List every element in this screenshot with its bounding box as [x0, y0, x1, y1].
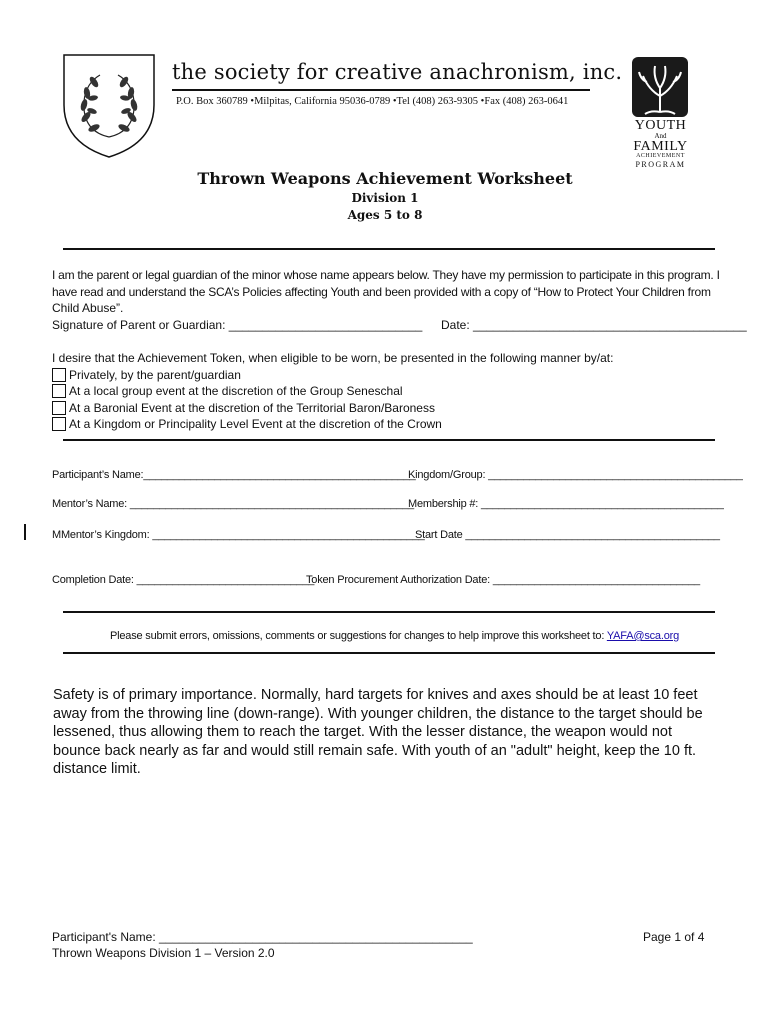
token-option[interactable] — [52, 367, 732, 384]
tree-logo-icon — [631, 56, 689, 118]
ages-label: Ages 5 to 8 — [347, 208, 423, 222]
token-intro: I desire that the Achievement Token, when eligible to be worn, be presented in the following manner by/at: — [52, 351, 614, 365]
consent-paragraph — [52, 267, 747, 333]
completion-date-field[interactable]: Completion Date: ______________________________ — [52, 574, 315, 586]
divider — [63, 611, 715, 613]
yafa-family: FAMILY — [633, 139, 688, 154]
participant-name-field[interactable]: Participant’s Name:______________________________________________ — [52, 469, 416, 481]
safety-paragraph: Safety is of primary importance. Normally, hard targets for knives and axes should be at least 10 feet away from the throwing line (down-range). With younger children, the distance to the target should be lessened, thus allowing them to reach the target. With the lesser distance, the weapon would not bounce back nearly as far and would still remain safe. With youth of an "adult" height, keep the 10 ft. distance limit. — [53, 687, 703, 777]
token-section — [52, 350, 732, 433]
checkbox[interactable] — [52, 368, 66, 382]
division-label: Division 1 — [351, 191, 419, 205]
token-option-label: At a local group event at the discretion of the Group Seneschal — [69, 384, 403, 398]
token-option-label: Privately, by the parent/guardian — [69, 367, 241, 382]
page-title: Thrown Weapons Achievement Worksheet — [197, 169, 573, 188]
submit-note — [110, 630, 679, 642]
submit-text: Please submit errors, omissions, comments or suggestions for changes to help improve this worksheet to: — [110, 630, 607, 642]
checkbox[interactable] — [52, 401, 66, 415]
checkbox[interactable] — [52, 384, 66, 398]
date-field[interactable]: Date: _________________________________________ — [441, 317, 747, 332]
footer-participant-name[interactable]: Participant's Name: _______________________________________________ — [52, 930, 473, 944]
mentor-kingdom-field[interactable]: MMentor’s Kingdom: ______________________________________________ — [52, 529, 425, 541]
divider — [63, 439, 715, 441]
token-option-label: At a Kingdom or Principality Level Event at the discretion of the Crown — [69, 417, 442, 431]
email-link[interactable]: YAFA@sca.org — [606, 630, 679, 642]
organization-name: the society for creative anachronism, inc. — [172, 60, 623, 84]
divider — [63, 652, 715, 654]
kingdom-group-field[interactable]: Kingdom/Group: ___________________________________________ — [408, 469, 743, 481]
text-cursor — [24, 524, 26, 540]
header-rule — [172, 89, 590, 91]
token-authorization-date-field[interactable]: Token Procurement Authorization Date: ___________________________________ — [306, 574, 700, 586]
consent-line: Child Abuse”. — [52, 301, 124, 315]
footer-version: Thrown Weapons Division 1 – Version 2.0 — [52, 946, 275, 960]
laurel-wreath-shield-icon — [62, 53, 156, 159]
token-option-label: At a Baronial Event at the discretion of the Territorial Baron/Baroness — [69, 400, 435, 415]
yafa-and: And — [654, 132, 667, 140]
token-option[interactable] — [52, 416, 732, 433]
mentor-name-field[interactable]: Mentor’s Name: ________________________________________________ — [52, 498, 414, 510]
divider — [63, 248, 715, 250]
yafa-logo-text — [628, 119, 693, 169]
consent-line: I am the parent or legal guardian of the minor whose name appears below. They have my permission to participate in this program. I — [52, 268, 720, 282]
start-date-field[interactable]: Start Date ___________________________________________ — [415, 529, 720, 541]
token-option[interactable] — [52, 400, 732, 417]
organization-address: P.O. Box 360789 •Milpitas, California 95036-0789 •Tel (408) 263-9305 •Fax (408) 263-0641 — [176, 96, 569, 107]
token-option[interactable] — [52, 383, 732, 400]
yafa-achievement: ACHIEVEMENT — [636, 153, 685, 159]
yafa-youth: YOUTH — [634, 118, 687, 133]
page-number: Page 1 of 4 — [643, 930, 705, 944]
checkbox[interactable] — [52, 417, 66, 431]
signature-field[interactable]: Signature of Parent or Guardian: _____________________________ — [52, 317, 423, 332]
consent-line: have read and understand the SCA’s Policies affecting Youth and been provided with a copy of “How to Protect Your Children from — [52, 284, 711, 299]
membership-field[interactable]: Membership #: _________________________________________ — [408, 498, 724, 510]
yafa-program: PROGRAM — [635, 160, 686, 169]
